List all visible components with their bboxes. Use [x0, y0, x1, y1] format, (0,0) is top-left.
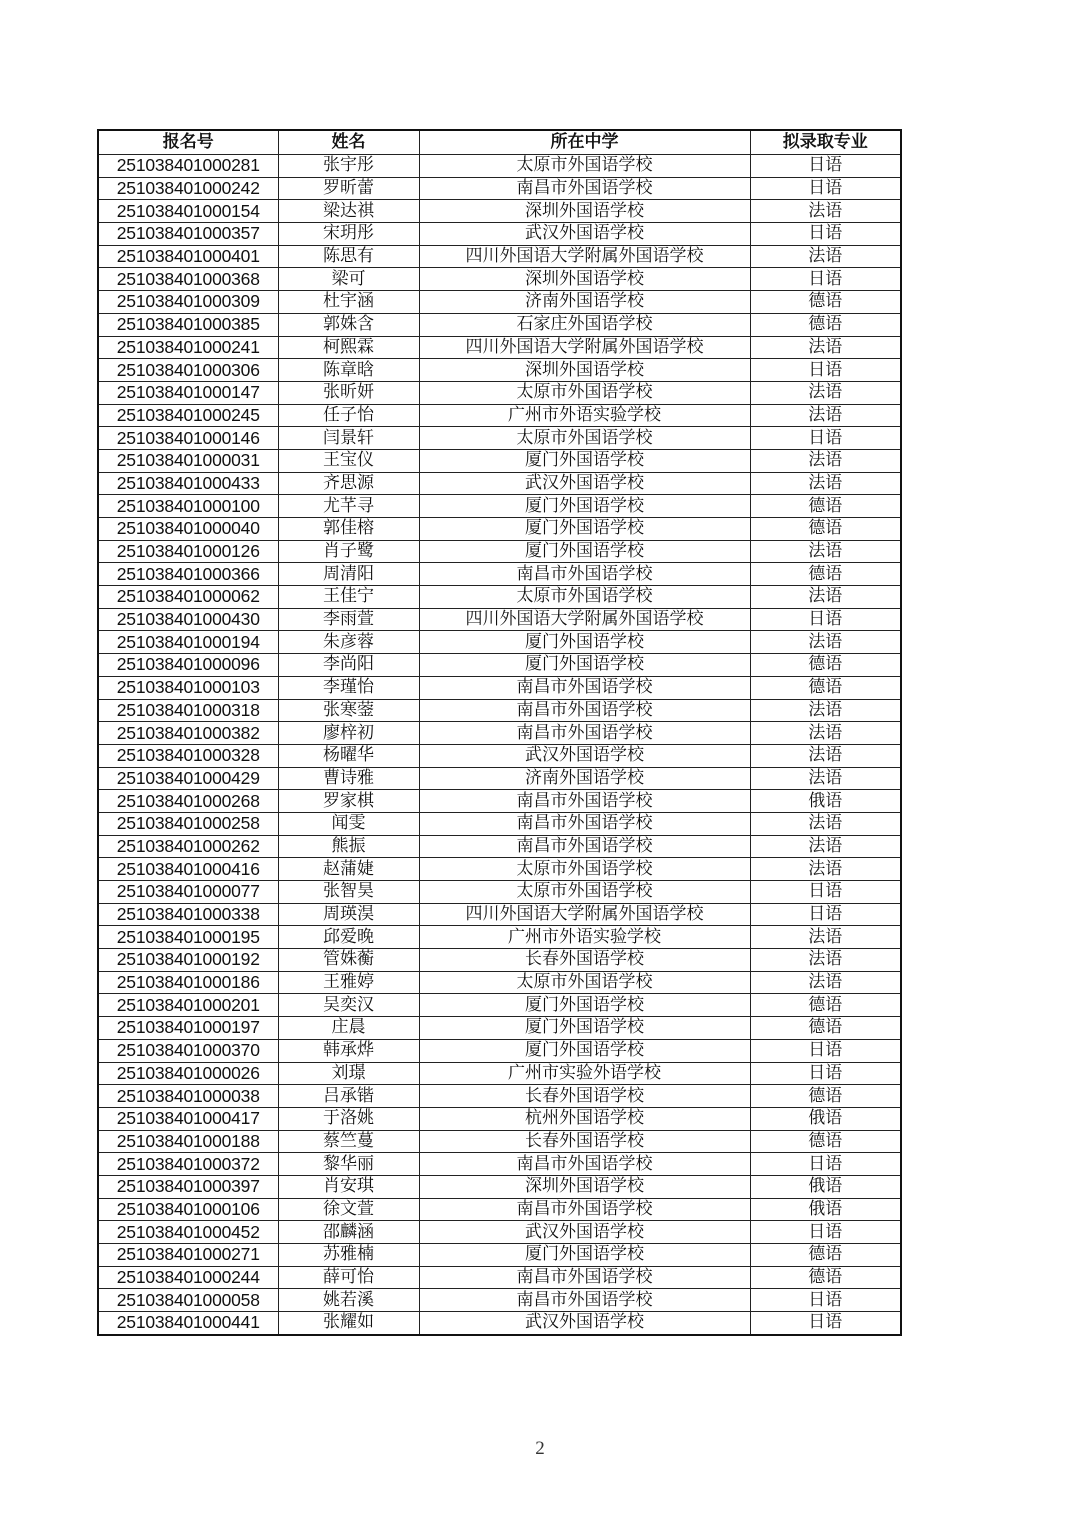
cell-major: 德语 — [750, 676, 901, 699]
cell-school: 武汉外国语学校 — [419, 1312, 750, 1335]
cell-school: 济南外国语学校 — [419, 291, 750, 314]
cell-school: 长春外国语学校 — [419, 1085, 750, 1108]
cell-registration-number: 251038401000271 — [98, 1244, 278, 1267]
cell-name: 罗家棋 — [278, 790, 419, 813]
cell-major: 法语 — [750, 586, 901, 609]
cell-school: 南昌市外国语学校 — [419, 835, 750, 858]
cell-major: 日语 — [750, 223, 901, 246]
table-row — [98, 268, 901, 291]
table-row — [98, 1130, 901, 1153]
table-row — [98, 336, 901, 359]
cell-registration-number: 251038401000318 — [98, 699, 278, 722]
cell-name: 张宇彤 — [278, 155, 419, 178]
cell-name: 张昕妍 — [278, 381, 419, 404]
cell-major: 法语 — [750, 472, 901, 495]
table-row — [98, 608, 901, 631]
cell-registration-number: 251038401000100 — [98, 495, 278, 518]
table-row — [98, 586, 901, 609]
cell-school: 南昌市外国语学校 — [419, 177, 750, 200]
cell-major: 日语 — [750, 903, 901, 926]
table-row — [98, 563, 901, 586]
cell-major: 德语 — [750, 1244, 901, 1267]
cell-registration-number: 251038401000242 — [98, 177, 278, 200]
table-row — [98, 1198, 901, 1221]
table-row — [98, 1017, 901, 1040]
cell-school: 深圳外国语学校 — [419, 200, 750, 223]
table-row — [98, 1312, 901, 1335]
cell-registration-number: 251038401000241 — [98, 336, 278, 359]
cell-major: 法语 — [750, 381, 901, 404]
cell-school: 武汉外国语学校 — [419, 744, 750, 767]
table-row — [98, 1244, 901, 1267]
cell-major: 法语 — [750, 812, 901, 835]
cell-major: 德语 — [750, 654, 901, 677]
cell-registration-number: 251038401000062 — [98, 586, 278, 609]
table-row — [98, 223, 901, 246]
cell-major: 法语 — [750, 722, 901, 745]
cell-school: 太原市外国语学校 — [419, 881, 750, 904]
cell-registration-number: 251038401000338 — [98, 903, 278, 926]
table-row — [98, 404, 901, 427]
cell-name: 柯熙霖 — [278, 336, 419, 359]
cell-major: 日语 — [750, 1312, 901, 1335]
cell-school: 四川外国语大学附属外国语学校 — [419, 608, 750, 631]
table-row — [98, 881, 901, 904]
cell-school: 厦门外国语学校 — [419, 449, 750, 472]
cell-major: 德语 — [750, 1017, 901, 1040]
cell-name: 杜宇涵 — [278, 291, 419, 314]
cell-registration-number: 251038401000382 — [98, 722, 278, 745]
table-row — [98, 381, 901, 404]
cell-registration-number: 251038401000433 — [98, 472, 278, 495]
cell-school: 南昌市外国语学校 — [419, 699, 750, 722]
cell-school: 深圳外国语学校 — [419, 268, 750, 291]
cell-name: 廖梓初 — [278, 722, 419, 745]
cell-school: 广州市外语实验学校 — [419, 404, 750, 427]
cell-major: 日语 — [750, 881, 901, 904]
cell-registration-number: 251038401000245 — [98, 404, 278, 427]
cell-registration-number: 251038401000430 — [98, 608, 278, 631]
cell-name: 任子怡 — [278, 404, 419, 427]
cell-registration-number: 251038401000417 — [98, 1107, 278, 1130]
cell-school: 济南外国语学校 — [419, 767, 750, 790]
cell-registration-number: 251038401000147 — [98, 381, 278, 404]
cell-registration-number: 251038401000416 — [98, 858, 278, 881]
cell-major: 法语 — [750, 449, 901, 472]
cell-major: 日语 — [750, 1221, 901, 1244]
cell-major: 德语 — [750, 1085, 901, 1108]
cell-name: 庄晨 — [278, 1017, 419, 1040]
cell-name: 朱彦蓉 — [278, 631, 419, 654]
cell-school: 四川外国语大学附属外国语学校 — [419, 336, 750, 359]
cell-school: 南昌市外国语学校 — [419, 722, 750, 745]
cell-name: 张智昊 — [278, 881, 419, 904]
cell-registration-number: 251038401000038 — [98, 1085, 278, 1108]
cell-registration-number: 251038401000197 — [98, 1017, 278, 1040]
cell-major: 法语 — [750, 949, 901, 972]
cell-school: 深圳外国语学校 — [419, 1175, 750, 1198]
table-row — [98, 699, 901, 722]
cell-school: 广州市外语实验学校 — [419, 926, 750, 949]
cell-name: 杨曜华 — [278, 744, 419, 767]
table-row — [98, 1062, 901, 1085]
cell-school: 长春外国语学校 — [419, 949, 750, 972]
cell-school: 厦门外国语学校 — [419, 540, 750, 563]
table-row — [98, 427, 901, 450]
cell-registration-number: 251038401000188 — [98, 1130, 278, 1153]
cell-registration-number: 251038401000040 — [98, 518, 278, 541]
cell-name: 吕承锴 — [278, 1085, 419, 1108]
cell-registration-number: 251038401000401 — [98, 245, 278, 268]
cell-major: 日语 — [750, 359, 901, 382]
table-row — [98, 812, 901, 835]
cell-major: 法语 — [750, 245, 901, 268]
cell-name: 肖子鹭 — [278, 540, 419, 563]
cell-school: 厦门外国语学校 — [419, 631, 750, 654]
table-row — [98, 1107, 901, 1130]
table-row — [98, 858, 901, 881]
table-row — [98, 949, 901, 972]
cell-name: 郭佳榕 — [278, 518, 419, 541]
table-row — [98, 994, 901, 1017]
table-row — [98, 835, 901, 858]
cell-major: 法语 — [750, 835, 901, 858]
cell-name: 周瑛淏 — [278, 903, 419, 926]
cell-name: 刘璟 — [278, 1062, 419, 1085]
cell-name: 张寒蓥 — [278, 699, 419, 722]
cell-school: 南昌市外国语学校 — [419, 563, 750, 586]
cell-registration-number: 251038401000258 — [98, 812, 278, 835]
cell-school: 南昌市外国语学校 — [419, 790, 750, 813]
cell-name: 王宝仪 — [278, 449, 419, 472]
table-row — [98, 903, 901, 926]
cell-school: 武汉外国语学校 — [419, 472, 750, 495]
cell-registration-number: 251038401000195 — [98, 926, 278, 949]
cell-major: 德语 — [750, 1130, 901, 1153]
cell-name: 李尚阳 — [278, 654, 419, 677]
cell-school: 厦门外国语学校 — [419, 1017, 750, 1040]
table-row — [98, 313, 901, 336]
header-registration-number: 报名号 — [98, 130, 278, 155]
cell-school: 厦门外国语学校 — [419, 1039, 750, 1062]
cell-major: 法语 — [750, 971, 901, 994]
table-row — [98, 1175, 901, 1198]
cell-school: 南昌市外国语学校 — [419, 1153, 750, 1176]
cell-registration-number: 251038401000385 — [98, 313, 278, 336]
cell-major: 法语 — [750, 200, 901, 223]
cell-major: 俄语 — [750, 1175, 901, 1198]
cell-school: 厦门外国语学校 — [419, 495, 750, 518]
cell-school: 杭州外国语学校 — [419, 1107, 750, 1130]
cell-registration-number: 251038401000106 — [98, 1198, 278, 1221]
cell-school: 四川外国语大学附属外国语学校 — [419, 903, 750, 926]
table-row — [98, 790, 901, 813]
table-row — [98, 1153, 901, 1176]
cell-major: 法语 — [750, 336, 901, 359]
cell-major: 日语 — [750, 608, 901, 631]
cell-major: 法语 — [750, 744, 901, 767]
cell-name: 闫景轩 — [278, 427, 419, 450]
cell-registration-number: 251038401000126 — [98, 540, 278, 563]
table-row — [98, 1221, 901, 1244]
table-header-row — [98, 130, 901, 155]
cell-major: 德语 — [750, 518, 901, 541]
cell-major: 法语 — [750, 631, 901, 654]
cell-school: 太原市外国语学校 — [419, 858, 750, 881]
cell-school: 厦门外国语学校 — [419, 1244, 750, 1267]
cell-name: 齐思源 — [278, 472, 419, 495]
cell-registration-number: 251038401000429 — [98, 767, 278, 790]
table-row — [98, 1039, 901, 1062]
cell-major: 法语 — [750, 540, 901, 563]
table-row — [98, 245, 901, 268]
cell-major: 日语 — [750, 1062, 901, 1085]
table-row — [98, 676, 901, 699]
cell-registration-number: 251038401000268 — [98, 790, 278, 813]
cell-registration-number: 251038401000096 — [98, 654, 278, 677]
cell-name: 肖安琪 — [278, 1175, 419, 1198]
cell-school: 南昌市外国语学校 — [419, 1266, 750, 1289]
cell-registration-number: 251038401000370 — [98, 1039, 278, 1062]
table-row — [98, 767, 901, 790]
cell-name: 王佳宁 — [278, 586, 419, 609]
cell-major: 德语 — [750, 313, 901, 336]
page-number: 2 — [535, 1438, 545, 1459]
cell-major: 法语 — [750, 404, 901, 427]
header-major: 拟录取专业 — [750, 130, 901, 155]
cell-name: 闻雯 — [278, 812, 419, 835]
cell-name: 梁可 — [278, 268, 419, 291]
cell-school: 深圳外国语学校 — [419, 359, 750, 382]
cell-registration-number: 251038401000192 — [98, 949, 278, 972]
cell-registration-number: 251038401000372 — [98, 1153, 278, 1176]
cell-name: 于洛姚 — [278, 1107, 419, 1130]
cell-major: 法语 — [750, 858, 901, 881]
cell-name: 郭姝含 — [278, 313, 419, 336]
cell-registration-number: 251038401000441 — [98, 1312, 278, 1335]
table-row — [98, 291, 901, 314]
cell-name: 宋玥彤 — [278, 223, 419, 246]
cell-school: 太原市外国语学校 — [419, 971, 750, 994]
cell-name: 管姝蘅 — [278, 949, 419, 972]
cell-name: 李雨萱 — [278, 608, 419, 631]
cell-school: 南昌市外国语学校 — [419, 676, 750, 699]
cell-school: 太原市外国语学校 — [419, 155, 750, 178]
cell-major: 德语 — [750, 563, 901, 586]
cell-registration-number: 251038401000026 — [98, 1062, 278, 1085]
cell-name: 赵蒲婕 — [278, 858, 419, 881]
table-row — [98, 449, 901, 472]
cell-registration-number: 251038401000058 — [98, 1289, 278, 1312]
cell-school: 四川外国语大学附属外国语学校 — [419, 245, 750, 268]
cell-major: 法语 — [750, 699, 901, 722]
cell-major: 俄语 — [750, 790, 901, 813]
cell-name: 蔡竺蔓 — [278, 1130, 419, 1153]
cell-registration-number: 251038401000397 — [98, 1175, 278, 1198]
cell-registration-number: 251038401000244 — [98, 1266, 278, 1289]
cell-name: 周清阳 — [278, 563, 419, 586]
cell-registration-number: 251038401000306 — [98, 359, 278, 382]
cell-registration-number: 251038401000309 — [98, 291, 278, 314]
table-row — [98, 926, 901, 949]
table-row — [98, 1085, 901, 1108]
table-row — [98, 200, 901, 223]
cell-name: 张耀如 — [278, 1312, 419, 1335]
cell-school: 厦门外国语学校 — [419, 518, 750, 541]
table-row — [98, 1289, 901, 1312]
cell-registration-number: 251038401000146 — [98, 427, 278, 450]
cell-name: 徐文萱 — [278, 1198, 419, 1221]
cell-school: 武汉外国语学校 — [419, 1221, 750, 1244]
cell-registration-number: 251038401000103 — [98, 676, 278, 699]
cell-school: 南昌市外国语学校 — [419, 1198, 750, 1221]
cell-school: 太原市外国语学校 — [419, 381, 750, 404]
cell-major: 日语 — [750, 155, 901, 178]
cell-major: 日语 — [750, 1289, 901, 1312]
cell-name: 梁达祺 — [278, 200, 419, 223]
cell-school: 长春外国语学校 — [419, 1130, 750, 1153]
table-row — [98, 495, 901, 518]
cell-name: 吴奕汉 — [278, 994, 419, 1017]
cell-registration-number: 251038401000366 — [98, 563, 278, 586]
cell-registration-number: 251038401000368 — [98, 268, 278, 291]
cell-major: 俄语 — [750, 1107, 901, 1130]
header-school: 所在中学 — [419, 130, 750, 155]
cell-name: 陈章晗 — [278, 359, 419, 382]
cell-name: 熊振 — [278, 835, 419, 858]
cell-registration-number: 251038401000154 — [98, 200, 278, 223]
cell-major: 俄语 — [750, 1198, 901, 1221]
table-row — [98, 744, 901, 767]
cell-school: 武汉外国语学校 — [419, 223, 750, 246]
cell-name: 姚若溪 — [278, 1289, 419, 1312]
table-row — [98, 1266, 901, 1289]
table-row — [98, 155, 901, 178]
cell-name: 薛可怡 — [278, 1266, 419, 1289]
cell-major: 日语 — [750, 1039, 901, 1062]
cell-major: 日语 — [750, 427, 901, 450]
cell-school: 厦门外国语学校 — [419, 994, 750, 1017]
cell-name: 韩承烨 — [278, 1039, 419, 1062]
table-row — [98, 177, 901, 200]
cell-registration-number: 251038401000186 — [98, 971, 278, 994]
table-row — [98, 518, 901, 541]
cell-major: 德语 — [750, 1266, 901, 1289]
cell-school: 石家庄外国语学校 — [419, 313, 750, 336]
cell-name: 黎华丽 — [278, 1153, 419, 1176]
cell-name: 李瑾怡 — [278, 676, 419, 699]
cell-name: 邵麟涵 — [278, 1221, 419, 1244]
cell-name: 苏雅楠 — [278, 1244, 419, 1267]
cell-school: 广州市实验外语学校 — [419, 1062, 750, 1085]
cell-registration-number: 251038401000452 — [98, 1221, 278, 1244]
cell-registration-number: 251038401000262 — [98, 835, 278, 858]
cell-major: 日语 — [750, 268, 901, 291]
cell-major: 德语 — [750, 994, 901, 1017]
cell-school: 太原市外国语学校 — [419, 586, 750, 609]
cell-major: 法语 — [750, 767, 901, 790]
table-row — [98, 631, 901, 654]
cell-school: 南昌市外国语学校 — [419, 1289, 750, 1312]
cell-registration-number: 251038401000077 — [98, 881, 278, 904]
cell-name: 曹诗雅 — [278, 767, 419, 790]
cell-registration-number: 251038401000328 — [98, 744, 278, 767]
cell-name: 尤芊寻 — [278, 495, 419, 518]
table-row — [98, 540, 901, 563]
cell-major: 法语 — [750, 926, 901, 949]
cell-name: 邱爱晚 — [278, 926, 419, 949]
cell-registration-number: 251038401000281 — [98, 155, 278, 178]
table-body — [98, 155, 901, 1335]
cell-registration-number: 251038401000357 — [98, 223, 278, 246]
cell-major: 德语 — [750, 291, 901, 314]
cell-major: 德语 — [750, 495, 901, 518]
cell-name: 陈思有 — [278, 245, 419, 268]
cell-school: 太原市外国语学校 — [419, 427, 750, 450]
admission-table — [97, 129, 902, 1336]
cell-name: 王雅婷 — [278, 971, 419, 994]
header-name: 姓名 — [278, 130, 419, 155]
table-row — [98, 472, 901, 495]
cell-school: 南昌市外国语学校 — [419, 812, 750, 835]
cell-registration-number: 251038401000031 — [98, 449, 278, 472]
cell-school: 厦门外国语学校 — [419, 654, 750, 677]
cell-name: 罗昕蕾 — [278, 177, 419, 200]
cell-registration-number: 251038401000194 — [98, 631, 278, 654]
cell-registration-number: 251038401000201 — [98, 994, 278, 1017]
table-row — [98, 971, 901, 994]
table-row — [98, 359, 901, 382]
cell-major: 日语 — [750, 177, 901, 200]
table-row — [98, 722, 901, 745]
cell-major: 日语 — [750, 1153, 901, 1176]
table-row — [98, 654, 901, 677]
